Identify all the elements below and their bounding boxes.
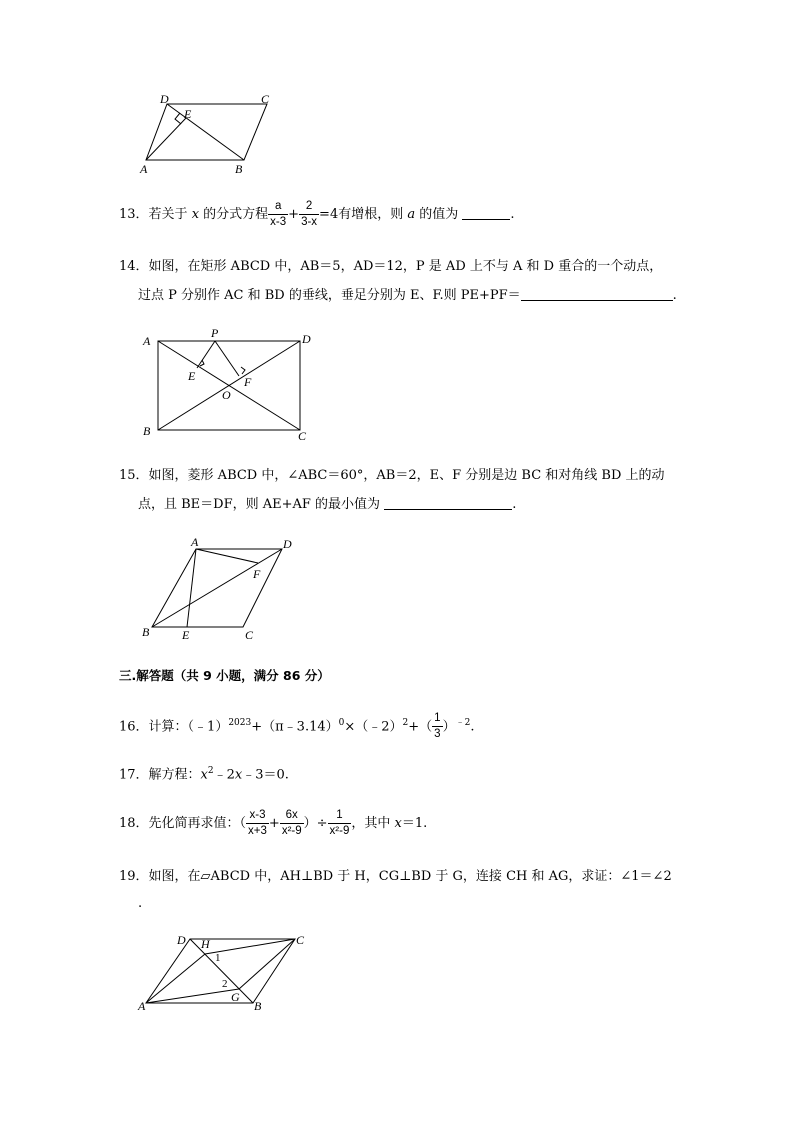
right-angle-mark [175,113,181,124]
q17-tail: ﹣3＝0. [242,767,289,783]
question-19-line-2: . [138,896,143,911]
q15-end: . [512,497,517,512]
q18-var-x: x [394,816,402,831]
q13-plus: + [288,207,300,222]
label-e: E [184,107,192,121]
q18-post: ，其中 [351,816,395,831]
q13-text-post: 的值为 [415,207,463,222]
diagonal-bd [167,104,244,160]
q13-eq: =4有增根，则 [319,207,408,222]
q18-pre: 18．先化简再求值：（ [119,816,247,831]
q18-f3-num: 1 [328,808,352,824]
q18-f3-den: x²-9 [329,825,350,837]
label-c: C [296,933,305,947]
q16-exp-0: 0 [338,718,345,728]
label-b: B [143,424,151,438]
label-g: G [231,990,240,1004]
q13-answer-blank[interactable] [462,205,510,220]
label-d: D [302,332,311,346]
q13-text-pre: 13．若关于 [119,207,192,222]
label-f: F [253,567,261,581]
label-b: B [254,999,262,1013]
label-c: C [245,628,254,642]
q13-frac2-num: 2 [299,199,319,215]
q13-frac1-den: x-3 [270,216,287,228]
q18-fraction-1 [246,808,269,839]
label-c: C [261,92,270,106]
q16-exp-2: 2 [402,718,409,728]
q13-text-mid: 的分式方程 [199,207,269,222]
q15-line2-text: 点，且 BE＝DF，则 AE+AF 的最小值为 [138,497,385,512]
label-angle-1: 1 [215,952,221,964]
parallelogram-abcd [146,939,295,1003]
q14-answer-blank[interactable] [521,286,673,301]
q13-var-x: x [191,207,200,222]
label-a: A [143,334,151,348]
label-d: D [160,92,169,106]
parallelogram-figure-19 [133,928,313,1016]
q16-fraction [432,711,442,742]
diagonal-bd [190,939,253,1003]
label-angle-2: 2 [222,978,228,990]
question-14-line-1: 14．如图，在矩形 ABCD 中，AB＝5，AD＝12，P 是 AD 上不与 A 和 D 重合的一个动点， [119,259,663,274]
rectangle-figure-14 [138,325,320,445]
q16-mid3: +（ [408,719,433,735]
q16-mid2: ×（﹣2） [344,719,403,735]
q16-frac-den: 3 [434,728,441,741]
label-f: F [244,375,252,389]
q16-pre: 16．计算：（﹣1） [119,719,229,735]
rhombus-figure-15 [137,533,307,643]
q17-pre: 17．解方程： [119,767,201,783]
label-h: H [201,937,210,951]
q18-f1-num: x-3 [246,808,269,824]
altitude-ae [146,118,186,160]
q17-var-x2: x [234,767,243,783]
q14-end: . [672,288,677,303]
q17-exp: 2 [207,766,214,776]
q17-rest: ﹣2 [213,767,235,783]
q18-mid: ）÷ [303,816,328,831]
label-d: D [283,537,292,551]
q13-fraction-2 [299,199,319,230]
q13-end: . [510,207,515,222]
label-c: C [298,429,307,443]
q16-exp-2023: 2023 [228,718,252,728]
parallelogram-figure-12 [130,92,290,184]
q18-f1-den: x+3 [248,825,267,837]
q13-fraction-1 [268,199,288,230]
question-13 [119,199,515,230]
label-a: A [140,162,148,176]
question-19-line-1: 19．如图，在▱ABCD 中，AH⊥BD 于 H，CG⊥BD 于 G，连接 CH 和 AG，求证：∠1＝∠2 [119,869,672,884]
question-18 [119,808,427,839]
segment-af [196,549,258,563]
label-o: O [222,388,231,402]
label-e: E [188,369,196,383]
q13-var-a: a [407,207,416,222]
label-d: D [177,933,186,947]
label-a: A [138,999,146,1013]
question-16 [119,709,474,742]
q18-plus: + [268,816,280,831]
right-angle-mark-f [241,367,245,374]
parallelogram-abcd [146,104,267,160]
q14-line2-text: 过点 P 分别作 AC 和 BD 的垂线，垂足分别为 E、F.则 PE+PF＝ [138,288,521,303]
question-15-line-1: 15．如图，菱形 ABCD 中，∠ABC＝60°，AB＝2，E、F 分别是边 BC 和对角线 BD 上的动 [119,468,665,483]
q18-f2-num: 6x [280,808,304,824]
perpendicular-pf [215,341,239,376]
q16-mid4: ） [442,719,456,735]
q17-var-x1: x [200,767,208,783]
segment-ae [187,549,196,627]
q15-answer-blank[interactable] [384,495,512,510]
q16-mid1: +（π﹣3.14） [251,719,339,735]
q18-fraction-2 [280,808,304,839]
q16-end: . [470,719,475,735]
label-b: B [142,625,150,639]
label-p: P [211,326,219,340]
q16-exp-neg2: ﹣2 [455,718,471,728]
question-15-line-2 [138,490,516,519]
label-a: A [191,535,199,549]
question-17 [119,757,289,789]
q13-frac2-den: 3-x [301,216,318,228]
label-b: B [235,162,243,176]
q16-frac-num: 1 [432,711,442,727]
perpendicular-pe [197,341,215,368]
q18-f2-den: x²-9 [281,825,302,837]
q18-fraction-3 [328,808,352,839]
q13-frac1-num: a [268,199,288,215]
section-3-heading: 三.解答题（共 9 小题，满分 86 分） [119,668,330,683]
question-14-line-2 [138,281,677,310]
label-e: E [182,628,190,642]
q18-tail: ＝1. [401,816,428,831]
